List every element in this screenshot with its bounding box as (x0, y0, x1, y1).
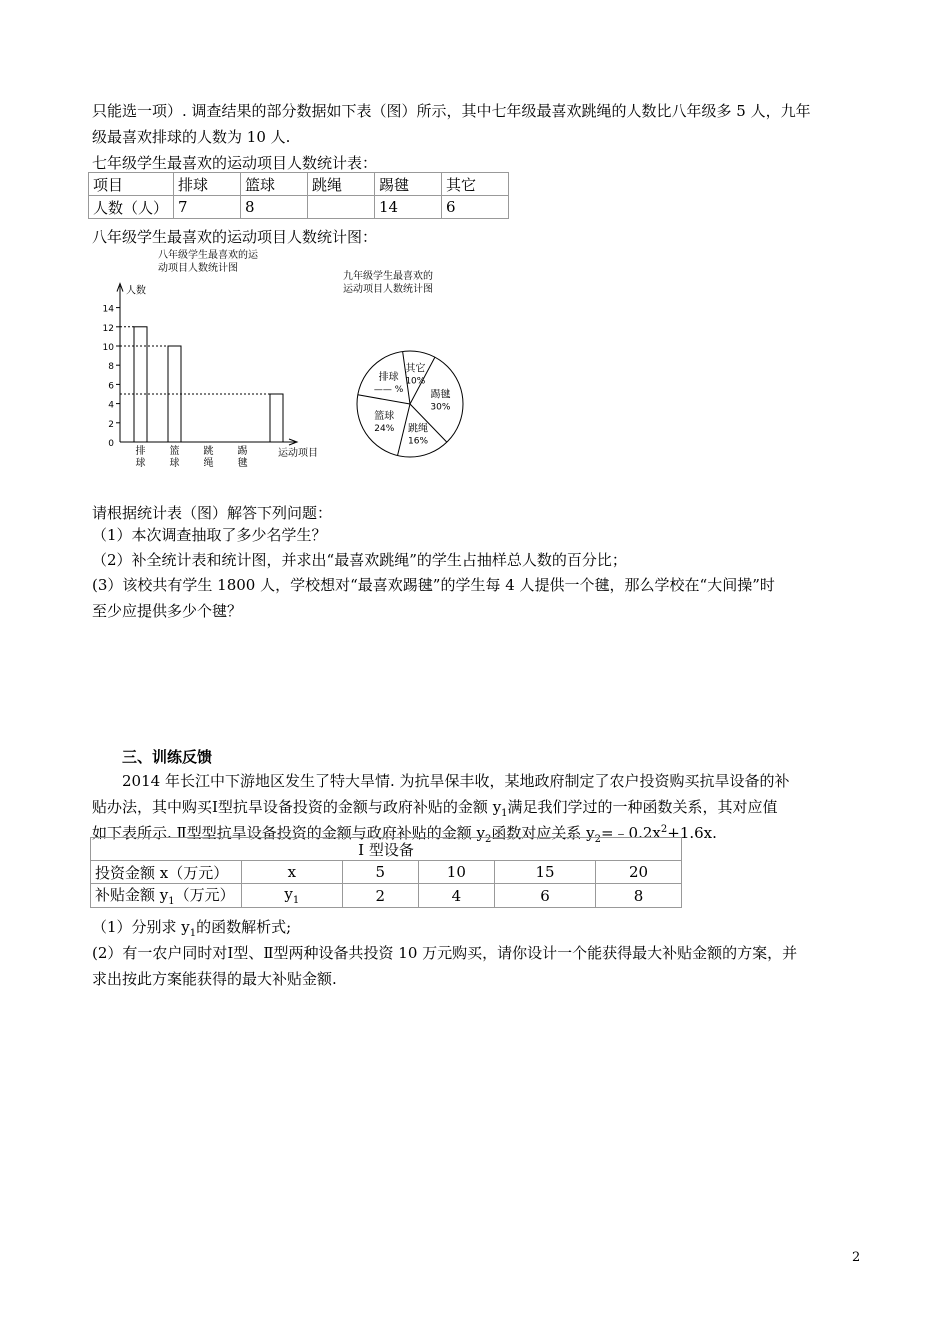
table-cell (308, 196, 375, 219)
questions-lead: 请根据统计表（图）解答下列问题： (92, 504, 333, 522)
table7-caption: 七年级学生最喜欢的运动项目人数统计表： (92, 154, 378, 172)
chart8-caption: 八年级学生最喜欢的运动项目人数统计图： (92, 228, 378, 246)
table-row (89, 196, 509, 219)
table-cell: 7 (174, 196, 241, 219)
table-cell: 项目 (89, 173, 174, 196)
question2-1: （1）分别求 $y_1$的函数解析式; (92, 918, 292, 939)
x-tick-label: 排 (135, 446, 146, 457)
x-tick-label: 球 (169, 458, 180, 469)
grade8-bar-chart (90, 248, 340, 478)
section-heading: 三、训练反馈 (122, 748, 213, 766)
table-cell: 15 (495, 861, 596, 884)
y-tick-label: 0 (108, 439, 114, 449)
chart-title-line-2: 运动项目人数统计图 (343, 284, 433, 295)
table-cell: 5 (342, 861, 418, 884)
question-1: （1）本次调查抽取了多少名学生？ (92, 526, 327, 544)
table-cell: 20 (596, 861, 682, 884)
table-cell: 其它 (442, 173, 509, 196)
table-cell: 14 (375, 196, 442, 219)
pie-slice-percent: 30% (430, 402, 451, 413)
x-tick-label: 绳 (203, 458, 214, 469)
table-title: Ⅰ 型设备 (91, 838, 682, 861)
table-cell: $y_1$ (241, 884, 342, 908)
table-cell: 8 (241, 196, 308, 219)
pie-slice-percent: 10% (405, 376, 426, 387)
question-3-line-1: (3）该校共有学生 1800 人，学校想对“最喜欢踢毽”的学生每 4 人提供一个毽，那么学校在“大间操”时 (92, 576, 775, 594)
bar (270, 394, 283, 442)
table-cell: 8 (596, 884, 682, 908)
table-cell: 4 (418, 884, 494, 908)
chart-title-line-1: 八年级学生最喜欢的运 (158, 250, 258, 261)
question-2: （2）补全统计表和统计图，并求出“最喜欢跳绳”的学生占抽样总人数的百分比； (92, 551, 627, 569)
pie-slice-percent: —— % (373, 384, 404, 395)
intro-line-2: 级最喜欢排球的人数为 10 人. (92, 128, 291, 146)
section3-paragraph-line-3: 如下表所示. Ⅱ型型抗旱设备投资的金额与政府补贴的金额 $y_2$函数对应关系 $y_2=﹣0.2x^2+1.6x$. (92, 824, 717, 845)
pie-slice-percent: 24% (374, 423, 395, 434)
table-row (91, 861, 682, 884)
equipment-table (90, 837, 682, 908)
chart-title-line-1: 九年级学生最喜欢的 (343, 271, 433, 282)
table-cell: 补贴金额 $y_1$（万元） (91, 884, 242, 908)
table-cell: 篮球 (241, 173, 308, 196)
y-axis-label: 人数 (126, 285, 146, 297)
pie-slice-label: 踢毽 (430, 389, 451, 401)
bar (134, 327, 147, 442)
question2-2-line-1: (2）有一农户同时对Ⅰ型、Ⅱ型两种设备共投资 10 万元购买，请你设计一个能获得最大补贴金额的方案，并 (92, 944, 798, 962)
page-number: 2 (852, 1250, 861, 1265)
table-cell: 跳绳 (308, 173, 375, 196)
chart-title-line-2: 动项目人数统计图 (158, 263, 238, 274)
y-tick-label: 12 (102, 323, 114, 334)
table-cell: 2 (342, 884, 418, 908)
pie-slice-label: 篮球 (374, 410, 395, 422)
table-cell: 10 (418, 861, 494, 884)
table-cell: 投资金额 x（万元） (91, 861, 242, 884)
table-cell: 踢毽 (375, 173, 442, 196)
table-cell: 6 (442, 196, 509, 219)
table-row (89, 173, 509, 196)
question2-2-line-2: 求出按此方案能获得的最大补贴金额. (92, 970, 337, 988)
y-tick-label: 10 (102, 343, 114, 353)
y-tick-label: 2 (108, 419, 114, 430)
grade9-pie-chart (340, 268, 480, 463)
table-cell: 人数（人） (89, 196, 174, 219)
table-cell: 6 (495, 884, 596, 908)
y-tick-label: 6 (108, 381, 114, 392)
x-tick-label: 球 (135, 458, 146, 469)
grade7-table (88, 172, 509, 219)
y-tick-label: 14 (102, 304, 114, 315)
x-tick-label: 跳 (203, 446, 214, 457)
intro-line-1: 只能选一项）. 调查结果的部分数据如下表（图）所示，其中七年级最喜欢跳绳的人数比八年级多 5 人，九年 (92, 102, 811, 120)
x-tick-label: 毽 (237, 458, 248, 469)
pie-slice-label: 排球 (378, 371, 399, 383)
x-axis-label: 运动项目 (278, 448, 318, 459)
section3-paragraph-line-1: 2014 年长江中下游地区发生了特大旱情. 为抗旱保丰收，某地政府制定了农户投资购买抗旱设备的补 (122, 772, 790, 790)
table-row (91, 838, 682, 861)
pie-slice-label: 跳绳 (408, 423, 429, 435)
pie-slice-label: 其它 (405, 363, 426, 375)
section3-paragraph-line-2: 贴办法，其中购买Ⅰ型抗旱设备投资的金额与政府补贴的金额 $y_1$满足我们学过的一种函数关系，其对应值 (92, 798, 778, 819)
table-cell: x (241, 861, 342, 884)
table-row (91, 884, 682, 908)
question-3-line-2: 至少应提供多少个毽？ (92, 602, 243, 620)
pie-slice-percent: 16% (408, 436, 429, 447)
y-tick-label: 8 (108, 362, 114, 373)
x-tick-label: 篮 (169, 446, 180, 457)
table-cell: 排球 (174, 173, 241, 196)
x-tick-label: 踢 (237, 446, 248, 457)
y-tick-label: 4 (108, 400, 114, 411)
